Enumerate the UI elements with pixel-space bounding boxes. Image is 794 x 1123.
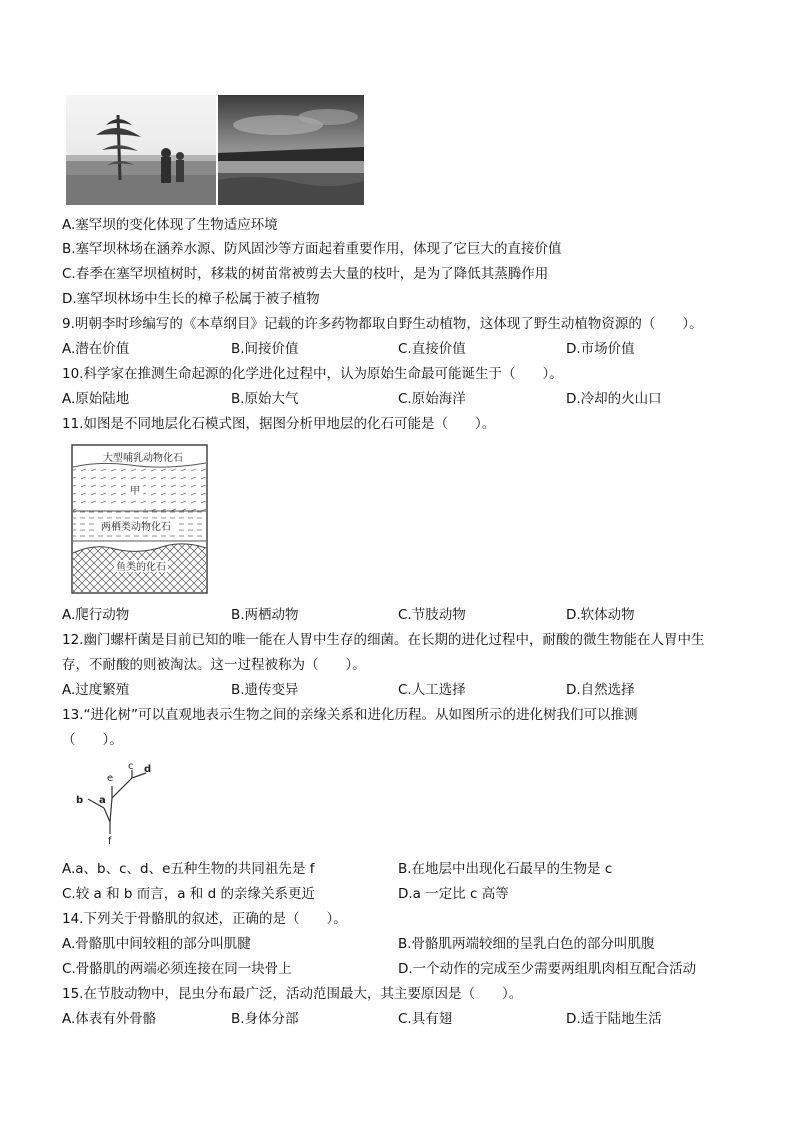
q9-option-c: C.直接价值 xyxy=(398,341,466,357)
evolution-tree-figure xyxy=(66,760,166,850)
q12-option-d: D.自然选择 xyxy=(566,682,635,698)
q11-option-c: C.节肢动物 xyxy=(398,607,466,623)
strata-label-amphibian: 两栖类动物化石 xyxy=(101,522,171,533)
q13-option-c: C.较 a 和 b 而言，a 和 d 的亲缘关系更近 xyxy=(62,886,315,902)
q12-option-a: A.过度繁殖 xyxy=(62,682,130,698)
option-intro-b: B.塞罕坝林场在涵养水源、防风固沙等方面起着重要作用，体现了它巨大的直接价值 xyxy=(62,241,562,257)
q15-option-c: C.具有翅 xyxy=(398,1011,453,1027)
question-10-stem: 10.科学家在推测生命起源的化学进化过程中，认为原始生命最可能诞生于（ ）。 xyxy=(62,366,563,382)
q15-option-d: D.适于陆地生活 xyxy=(566,1011,662,1027)
q10-option-b: B.原始大气 xyxy=(231,391,299,407)
question-13-stem-line2: （ ）。 xyxy=(62,732,123,748)
q10-option-d: D.冷却的火山口 xyxy=(566,391,662,407)
option-intro-a: A.塞罕坝的变化体现了生物适应环境 xyxy=(62,217,278,233)
q10-option-a: A.原始陆地 xyxy=(62,391,130,407)
q10-option-c: C.原始海洋 xyxy=(398,391,466,407)
tree-label-f: f xyxy=(108,836,112,847)
q11-option-d: D.软体动物 xyxy=(566,607,635,623)
q14-option-d: D.一个动作的完成至少需要两组肌肉相互配合活动 xyxy=(398,961,697,977)
question-15-stem: 15.在节肢动物中，昆虫分布最广泛，活动范围最大，其主要原因是（ ）。 xyxy=(62,986,523,1002)
question-13-stem-line1: 13.“进化树”可以直观地表示生物之间的亲缘关系和进化历程。从如图所示的进化树我们可以推测 xyxy=(62,707,638,723)
question-9-stem: 9.明朝李时珍编写的《本草纲目》记载的许多药物都取自野生动植物，这体现了野生动植物资源的（ ）。 xyxy=(62,316,703,332)
tree-label-b: b xyxy=(76,795,84,806)
q9-option-b: B.间接价值 xyxy=(231,341,299,357)
question-12-stem-line1: 12.幽门螺杆菌是目前已知的唯一能在人胃中生存的细菌。在长期的进化过程中，耐酸的微生物能在人胃中生 xyxy=(62,632,705,648)
q15-option-b: B.身体分部 xyxy=(231,1011,299,1027)
q14-option-c: C.骨骼肌的两端必须连接在同一块骨上 xyxy=(62,961,292,977)
question-11-stem: 11.如图是不同地层化石模式图，据图分析甲地层的化石可能是（ ）。 xyxy=(62,416,496,432)
q14-option-a: A.骨骼肌中间较粗的部分叫肌腱 xyxy=(62,936,251,952)
q9-option-d: D.市场价值 xyxy=(566,341,635,357)
q13-option-a: A.a、b、c、d、e五种生物的共同祖先是 f xyxy=(62,861,315,877)
q14-option-b: B.骨骼肌两端较细的呈乳白色的部分叫肌腹 xyxy=(398,936,655,952)
q15-option-a: A.体表有外骨骼 xyxy=(62,1011,157,1027)
tree-label-e: e xyxy=(107,773,114,784)
tree-label-a: a xyxy=(99,795,106,806)
strata-label-mammal: 大型哺乳动物化石 xyxy=(103,453,183,464)
tree-label-d: d xyxy=(144,764,152,775)
photo-saihanba-present xyxy=(218,95,364,205)
q12-option-c: C.人工选择 xyxy=(398,682,466,698)
strata-label-jia: 甲 xyxy=(130,486,140,497)
q12-option-b: B.遗传变异 xyxy=(231,682,299,698)
q11-option-b: B.两栖动物 xyxy=(231,607,299,623)
photo-saihanba-past xyxy=(66,95,216,205)
q11-option-a: A.爬行动物 xyxy=(62,607,130,623)
strata-label-fish: 鱼类的化石 xyxy=(116,562,166,573)
q13-option-b: B.在地层中出现化石最早的生物是 c xyxy=(398,861,613,877)
strata-fossil-figure xyxy=(70,443,210,595)
q9-option-a: A.潜在价值 xyxy=(62,341,130,357)
option-intro-c: C.春季在塞罕坝植树时，移栽的树苗常被剪去大量的枝叶，是为了降低其蒸腾作用 xyxy=(62,266,549,282)
q13-option-d: D.a 一定比 c 高等 xyxy=(398,886,509,902)
tree-label-c: c xyxy=(128,761,134,772)
option-intro-d: D.塞罕坝林场中生长的樟子松属于被子植物 xyxy=(62,291,320,307)
question-14-stem: 14.下列关于骨骼肌的叙述，正确的是（ ）。 xyxy=(62,911,347,927)
question-12-stem-line2: 存，不耐酸的则被淘汰。这一过程被称为（ ）。 xyxy=(62,657,366,673)
